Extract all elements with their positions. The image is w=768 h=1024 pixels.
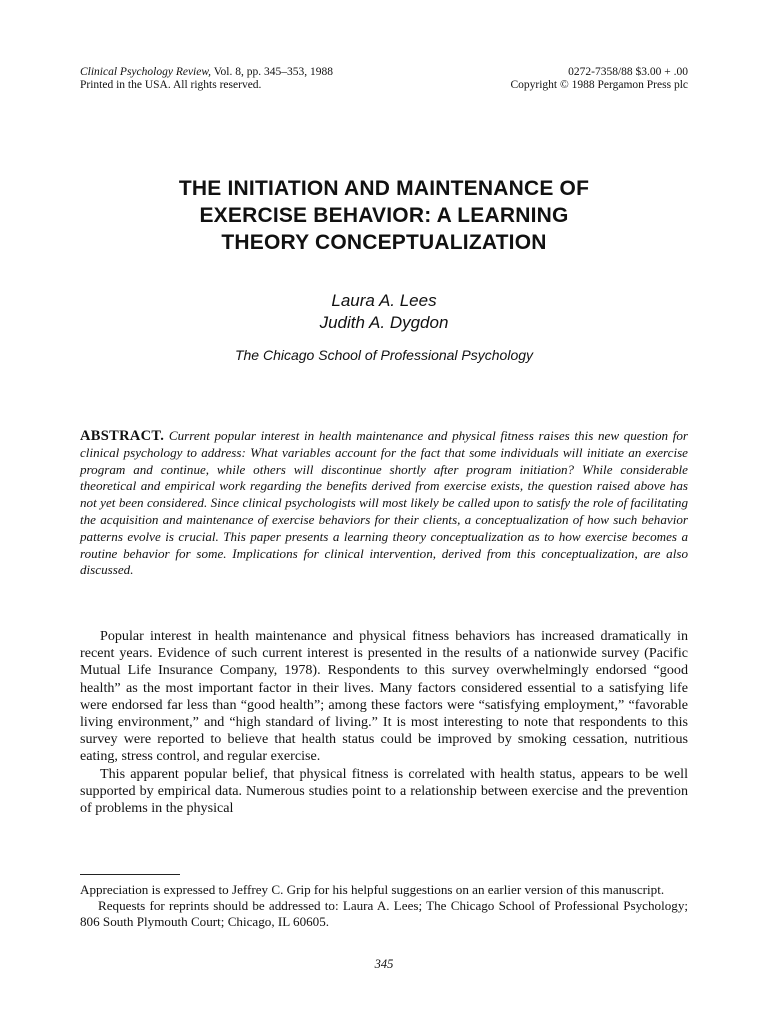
author-name: Judith A. Dygdon <box>319 313 449 332</box>
running-header-right <box>510 66 688 91</box>
affiliation: The Chicago School of Professional Psychology <box>234 347 534 363</box>
author-list <box>0 290 768 334</box>
title-line: EXERCISE BEHAVIOR: A LEARNING <box>199 204 569 227</box>
author-name: Laura A. Lees <box>331 291 437 310</box>
footnotes <box>80 882 688 930</box>
footnote-reprints: Requests for reprints should be addressed to: Laura A. Lees; The Chicago School of Professional Psychology; 806 South Plymouth Court; Chicago, IL 60605. <box>80 898 688 929</box>
title-line: THE INITIATION AND MAINTENANCE OF <box>178 177 590 200</box>
footnote-appreciation: Appreciation is expressed to Jeffrey C. Grip for his helpful suggestions on an earlier version of this manuscript. <box>80 882 665 897</box>
issn-price: 0272-7358/88 $3.00 + .00 <box>568 66 688 78</box>
abstract <box>80 428 688 579</box>
article-title <box>60 175 708 256</box>
abstract-label: ABSTRACT. <box>80 428 165 444</box>
body-paragraph: This apparent popular belief, that physical fitness is correlated with health status, appears to be well supported by empirical data. Numerous studies point to a relationship between exercise and the prevention of problems in the physical <box>80 765 688 817</box>
footnote-rule <box>80 874 180 875</box>
journal-name: Clinical Psychology Review, <box>80 66 212 78</box>
copyright-notice: Copyright © 1988 Pergamon Press plc <box>510 78 688 91</box>
body-paragraph: Popular interest in health maintenance and physical fitness behaviors has increased dramatically in recent years. Evidence of such current interest is presented in the results of a nationwide survey (Pacific Mutual Life Insurance Company, 1978). Respondents to this survey overwhelmingly endorsed “good health” as the most important factor in their lives. Many factors considered essential to a satisfying life were endorsed far less than “good health”; among these factors were “satisfying employment,” “favorable living environment,” and “high standard of living.” It is most interesting to note that respondents to this survey were reported to believe that health status could be improved by smoking cessation, nutritious eating, stress control, and regular exercise. <box>80 628 688 765</box>
body-text <box>80 628 688 817</box>
citation: Vol. 8, pp. 345–353, 1988 <box>211 66 333 78</box>
printed-notice: Printed in the USA. All rights reserved. <box>80 78 262 91</box>
title-line: THEORY CONCEPTUALIZATION <box>221 231 547 254</box>
page-number: 345 <box>374 957 394 971</box>
running-header-left <box>80 66 333 91</box>
abstract-text: Current popular interest in health maintenance and physical fitness raises this new question for clinical psychology to address: What variables account for the fact that some individuals will initiate an exercise program and continue, while others will discontinue shortly after program initiation? While considerable theoretical and empirical work regarding the benefits derived from exercise exists, the question raised above has not yet been considered. Since clinical psychologists will most likely be called upon to satisfy the role of facilitating the acquisition and maintenance of exercise behaviors for their clients, a conceptualization of how such behavior patterns evolve is crucial. This paper presents a learning theory conceptualization as to how exercise becomes a routine behavior for some. Implications for clinical intervention, derived from this conceptualization, are also discussed. <box>80 428 688 578</box>
